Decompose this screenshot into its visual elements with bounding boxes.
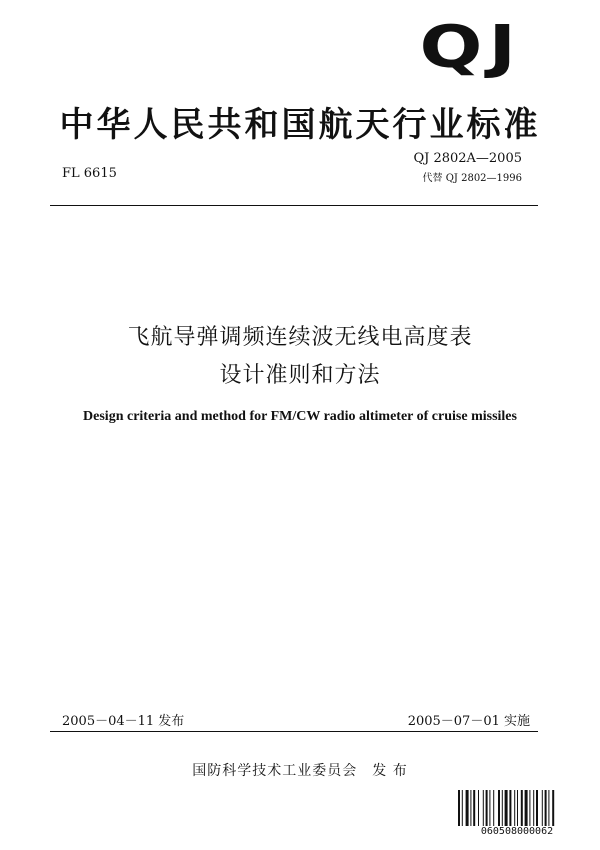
top-divider <box>50 205 538 206</box>
standard-code: QJ 2802A—2005 <box>413 151 522 166</box>
classification-code: FL 6615 <box>62 166 117 181</box>
barcode-bar <box>478 790 479 826</box>
document-title-line-2: 设计准则和方法 <box>219 363 381 388</box>
document-title-line-1: 飞航导弹调频连续波无线电高度表 <box>127 325 473 350</box>
barcode-bar <box>462 790 463 826</box>
barcode-bar <box>552 790 554 826</box>
barcode-bar <box>498 790 500 826</box>
barcode-bar <box>473 790 475 826</box>
bottom-divider <box>50 731 538 732</box>
standard-category-title: 中华人民共和国航天行业标准 <box>59 105 541 145</box>
implementation-date: 2005－07－01 实施 <box>407 714 530 729</box>
barcode-bar <box>548 790 549 826</box>
barcode-bar <box>470 790 471 826</box>
barcode-bar <box>509 790 511 826</box>
barcode-bar <box>489 790 490 826</box>
barcode-bar <box>486 790 488 826</box>
barcode-bar <box>521 790 523 826</box>
qj-logo: QJ <box>419 13 522 81</box>
publisher: 国防科学技术工业委员会 发 布 <box>192 763 408 779</box>
barcode-bar <box>517 790 518 826</box>
replaces-note: 代替 QJ 2802—1996 <box>422 173 522 184</box>
barcode-bar <box>466 790 469 826</box>
issue-date: 2005－04－11 发布 <box>62 714 185 729</box>
barcode-bar <box>514 790 515 826</box>
barcode-bar <box>542 790 543 826</box>
barcode-bar <box>536 790 538 826</box>
barcode-bar <box>545 790 547 826</box>
barcode-bar <box>533 790 534 826</box>
barcode-bar <box>493 790 494 826</box>
barcode-bar <box>505 790 508 826</box>
barcode-bar <box>525 790 528 826</box>
barcode-bar <box>529 790 530 826</box>
barcode-icon <box>457 790 577 826</box>
barcode-bar <box>483 790 484 826</box>
barcode-number: 060508000062 <box>480 826 554 837</box>
barcode-bar <box>502 790 503 826</box>
document-title-english: Design criteria and method for FM/CW radio altimeter of cruise missiles <box>83 409 517 424</box>
barcode-bar <box>458 790 460 826</box>
